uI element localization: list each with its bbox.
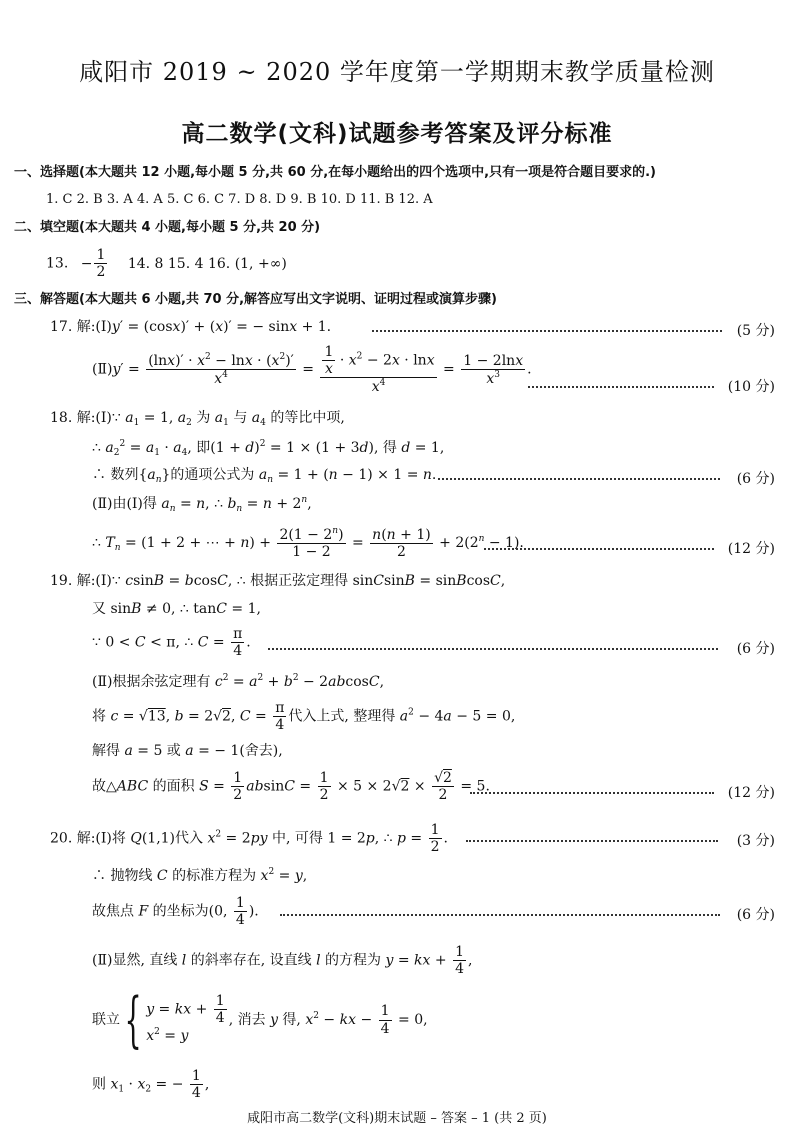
q19-line4: (Ⅱ)根据余弦定理有 $c^2 = a^2 + b^2 - 2abcosC$, [92, 673, 385, 690]
score-label: (6 分) [736, 907, 775, 923]
section-solution-heading: 三、解答题(本大题共 6 小题,共 70 分,解答应写出文字说明、证明过程或演算步骤) [14, 292, 497, 307]
q20-line6: 则 $x_1 \cdot x_2$ = − $\frac{1}{4}$ , [92, 1068, 210, 1102]
q19-line1: 19. 解:(Ⅰ)∵ csinB = bcosC, ∴ 根据正弦定理得 sinCsinB = sinBcosC, [50, 573, 506, 589]
q20-line2: ∴ 抛物线 C 的标准方程为 $x^2 = y$, [92, 867, 308, 884]
q19-line3: ∵ 0 < C < π, ∴ C = $\frac{\pi}{4}$ . [92, 626, 251, 660]
leader-dots [268, 648, 718, 650]
leader-dots [280, 914, 720, 916]
q20-line3: 故焦点 F 的坐标为(0, $\frac{1}{4}$ ). [92, 895, 259, 929]
leader-dots [466, 840, 718, 842]
q20-line1: 20. 解:(Ⅰ)将 Q(1,1)代入 $x^2 = 2py$ 中, 可得 1 = 2p, ∴ p = $\frac{1}{2}$ . [50, 822, 448, 856]
fill-answers-rest: 14. 8 15. 4 16. (1, +∞) [127, 255, 287, 272]
score-label: (5 分) [736, 323, 775, 339]
fill-answers [46, 247, 287, 280]
q19-line5: 将 c = √13, b = 2√2, C = $\frac{\pi}{4}$ 代入上式, 整理得 $a^2 - 4a - 5 = 0$, [92, 700, 516, 734]
q13-fraction: $\frac{1}{2}$ [96, 247, 106, 281]
document-title: 咸阳市 2019 ~ 2020 学年度第一学期期末教学质量检测 [79, 58, 715, 86]
score-label: (6 分) [736, 471, 775, 487]
q19-line6: 解得 a = 5 或 a = − 1(舍去), [92, 743, 283, 759]
leader-dots [484, 548, 714, 550]
section-fill-heading: 二、填空题(本大题共 4 小题,每小题 5 分,共 20 分) [14, 220, 321, 235]
q18-line3: ∴ 数列$\{a_n\}$的通项公式为 $a_n = 1 + (n - 1) \times 1 = n$. [92, 467, 437, 485]
q17-part2: (Ⅱ)y′ = $\frac{(\ln x)' \cdot x^2 - \ln x \cdot (x^2)'}{x^4}$ = $\frac{1}{x}$ · $x^2 - 2x \cdot \ln x$ $x^4$ = $\frac{1 - 2\ln x}{x^3}$ . [92, 344, 532, 396]
score-label: (12 分) [727, 541, 775, 557]
q13-label: 13. [46, 255, 69, 272]
score-label: (10 分) [727, 379, 775, 395]
q19-line2: 又 sinB ≠ 0, ∴ tanC = 1, [92, 601, 261, 617]
document-subtitle: 高二数学(文科)试题参考答案及评分标准 [181, 121, 613, 147]
q18-line4: (Ⅱ)由(Ⅰ)得 $a_n = n$, ∴ $b_n = n + 2^n$, [92, 495, 312, 514]
choice-answers: 1. C 2. B 3. A 4. A 5. C 6. C 7. D 8. D 9. B 10. D 11. B 12. A [46, 192, 433, 207]
q19-line7: 故△ABC 的面积 S = $\frac{1}{2}$ absinC = $\frac{1}{2}$ × 5 × 2√2 × $\frac{√2}{2}$ = 5. [92, 770, 490, 804]
score-label: (6 分) [736, 641, 775, 657]
page-footer: 咸阳市高二数学(文科)期末试题 – 答案 – 1 (共 2 页) [247, 1111, 547, 1126]
leader-dots [528, 386, 714, 388]
q13-sign: − [80, 255, 93, 272]
q18-line1: 18. 解:(Ⅰ)∵ $a_1 = 1$, $a_2$ 为 $a_1$ 与 $a_4$ 的等比中项, [50, 410, 345, 428]
q20-line4: (Ⅱ)显然, 直线 l 的斜率存在, 设直线 l 的方程为 y = kx + $\frac{1}{4}$ , [92, 944, 473, 978]
q18-line5: ∴ $T_n = (1 + 2$ + ⋯ + n) + $\frac{2(1 - 2^n)}{1 - 2}$ = $\frac{n(n + 1)}{2}$ + $2(2^n - 1)$. [92, 526, 524, 561]
section-choice-heading: 一、选择题(本大题共 12 小题,每小题 5 分,共 60 分,在每小题给出的四个选项中,只有一项是符合题目要求的.) [14, 165, 656, 180]
q20-line5: 联立{ y = kx + $\frac{1}{4}$ $x^2 = y$ , 消去 y 得, $x^2$ − kx − $\frac{1}{4}$ = 0, [92, 985, 428, 1055]
leader-dots [470, 792, 714, 794]
leader-dots [438, 478, 720, 480]
q18-line2: ∴ $a_2^2 = a_1 \cdot a_4$, 即$(1 + d)^2 = 1 \times (1 + 3d)$, 得 d = 1, [92, 439, 445, 458]
leader-dots [372, 330, 722, 332]
score-label: (12 分) [727, 785, 775, 801]
score-label: (3 分) [736, 833, 775, 849]
q17-part1: 17. 解:(Ⅰ)y′ = (cosx)′ + (x)′ = − sinx + 1. [50, 319, 332, 335]
